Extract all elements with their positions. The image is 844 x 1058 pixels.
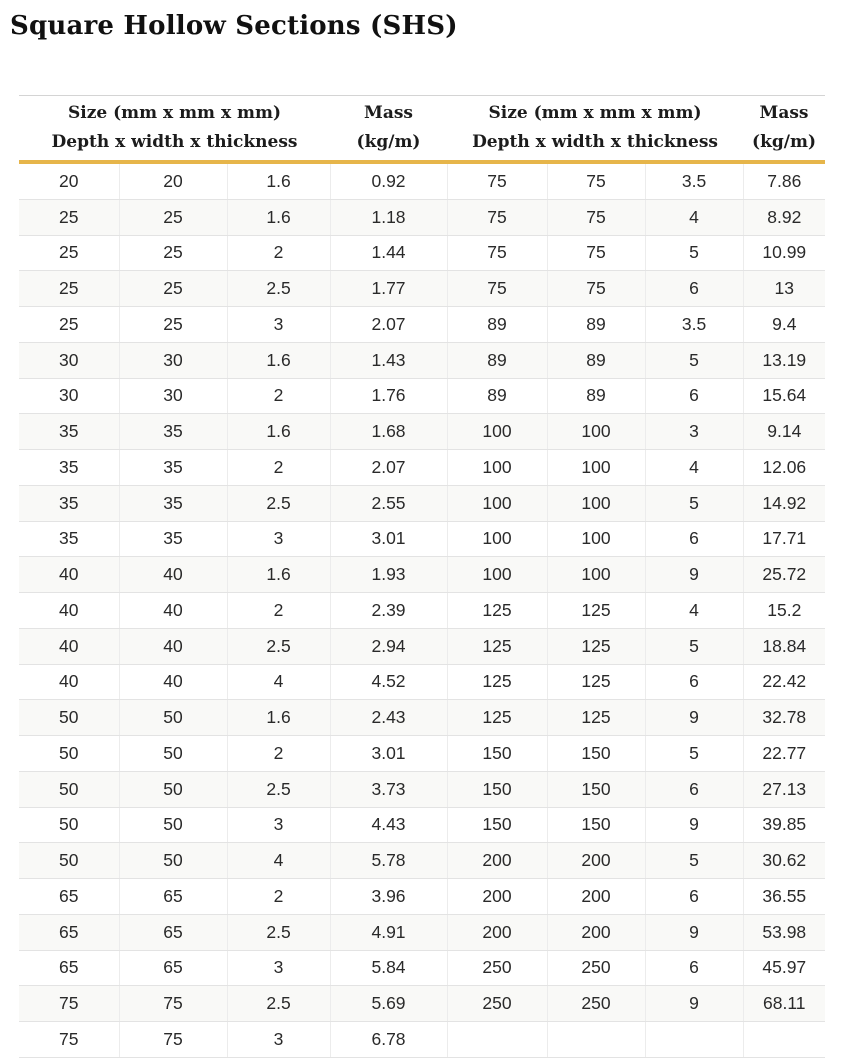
mass-cell-right: 13.19 (743, 342, 825, 378)
mass-cell-right: 39.85 (743, 807, 825, 843)
depth-cell-left: 65 (19, 879, 119, 915)
mass-header-left-line1: Mass (364, 103, 413, 123)
mass-cell-right: 68.11 (743, 986, 825, 1022)
thickness-cell-left: 2 (227, 593, 330, 629)
mass-cell-left: 4.43 (330, 807, 447, 843)
depth-cell-right: 125 (447, 593, 547, 629)
mass-header-right-line2: (kg/m) (752, 132, 816, 152)
mass-cell-left: 1.68 (330, 414, 447, 450)
table-row (19, 235, 825, 271)
size-header-left-line2: Depth x width x thickness (51, 132, 298, 152)
thickness-cell-left: 1.6 (227, 162, 330, 199)
depth-cell-right: 89 (447, 342, 547, 378)
width-cell-left: 35 (119, 485, 227, 521)
table-row (19, 914, 825, 950)
depth-cell-right: 125 (447, 628, 547, 664)
depth-cell-left: 40 (19, 628, 119, 664)
width-cell-left: 25 (119, 199, 227, 235)
depth-cell-left: 40 (19, 593, 119, 629)
width-cell-left: 40 (119, 664, 227, 700)
mass-cell-left: 2.39 (330, 593, 447, 629)
thickness-cell-left: 2 (227, 378, 330, 414)
thickness-cell-left: 4 (227, 843, 330, 879)
thickness-cell-left: 2.5 (227, 271, 330, 307)
width-cell-right: 125 (547, 593, 645, 629)
thickness-cell-right: 9 (645, 700, 743, 736)
thickness-cell-right: 4 (645, 199, 743, 235)
depth-cell-right: 100 (447, 414, 547, 450)
thickness-cell-left: 2 (227, 879, 330, 915)
depth-cell-left: 25 (19, 199, 119, 235)
depth-cell-right: 125 (447, 700, 547, 736)
width-cell-left: 25 (119, 307, 227, 343)
table-body (19, 162, 825, 1057)
width-cell-right: 100 (547, 557, 645, 593)
mass-cell-left: 5.84 (330, 950, 447, 986)
depth-cell-right: 89 (447, 378, 547, 414)
thickness-cell-right: 9 (645, 986, 743, 1022)
depth-cell-left: 25 (19, 307, 119, 343)
table-row (19, 485, 825, 521)
thickness-cell-left: 1.6 (227, 557, 330, 593)
thickness-cell-right: 5 (645, 342, 743, 378)
depth-cell-right: 89 (447, 307, 547, 343)
thickness-cell-left: 2.5 (227, 914, 330, 950)
thickness-cell-right: 9 (645, 914, 743, 950)
table-row (19, 843, 825, 879)
width-cell-right: 200 (547, 843, 645, 879)
depth-cell-left: 50 (19, 771, 119, 807)
size-header-left-line1: Size (mm x mm x mm) (67, 103, 282, 123)
thickness-cell-left: 1.6 (227, 342, 330, 378)
width-cell-right: 89 (547, 307, 645, 343)
mass-cell-right: 32.78 (743, 700, 825, 736)
thickness-cell-left: 1.6 (227, 700, 330, 736)
thickness-cell-left: 2.5 (227, 485, 330, 521)
thickness-cell-left: 2.5 (227, 986, 330, 1022)
width-cell-right: 150 (547, 807, 645, 843)
table-header (19, 96, 825, 163)
mass-cell-left: 6.78 (330, 1022, 447, 1058)
thickness-cell-right: 3 (645, 414, 743, 450)
table-row (19, 628, 825, 664)
depth-cell-right: 75 (447, 235, 547, 271)
depth-cell-left: 40 (19, 664, 119, 700)
thickness-cell-left: 3 (227, 521, 330, 557)
mass-cell-right: 14.92 (743, 485, 825, 521)
table-row (19, 807, 825, 843)
table-row (19, 1022, 825, 1058)
width-cell-left: 35 (119, 521, 227, 557)
mass-cell-left: 2.07 (330, 307, 447, 343)
table-row (19, 199, 825, 235)
mass-cell-right (743, 1022, 825, 1058)
depth-cell-left: 50 (19, 700, 119, 736)
thickness-cell-left: 4 (227, 664, 330, 700)
depth-cell-right: 150 (447, 807, 547, 843)
table-row (19, 557, 825, 593)
thickness-cell-right: 6 (645, 521, 743, 557)
depth-cell-left: 35 (19, 521, 119, 557)
header-row (19, 96, 825, 163)
table-row (19, 700, 825, 736)
mass-cell-right: 53.98 (743, 914, 825, 950)
mass-cell-right: 18.84 (743, 628, 825, 664)
depth-cell-left: 65 (19, 950, 119, 986)
table-row (19, 950, 825, 986)
mass-cell-right: 27.13 (743, 771, 825, 807)
mass-header-left-line2: (kg/m) (356, 132, 421, 152)
thickness-cell-left: 1.6 (227, 199, 330, 235)
depth-cell-right: 200 (447, 879, 547, 915)
mass-cell-left: 2.43 (330, 700, 447, 736)
thickness-cell-right: 3.5 (645, 307, 743, 343)
depth-cell-right (447, 1022, 547, 1058)
depth-cell-left: 75 (19, 1022, 119, 1058)
depth-cell-left: 40 (19, 557, 119, 593)
thickness-cell-left: 3 (227, 807, 330, 843)
width-cell-right: 100 (547, 485, 645, 521)
mass-cell-left: 1.43 (330, 342, 447, 378)
thickness-cell-right: 6 (645, 378, 743, 414)
mass-cell-right: 13 (743, 271, 825, 307)
mass-cell-left: 1.44 (330, 235, 447, 271)
mass-cell-left: 3.73 (330, 771, 447, 807)
mass-cell-right: 45.97 (743, 950, 825, 986)
thickness-cell-right: 9 (645, 807, 743, 843)
mass-cell-left: 1.77 (330, 271, 447, 307)
table-row (19, 378, 825, 414)
width-cell-left: 35 (119, 414, 227, 450)
depth-cell-left: 25 (19, 271, 119, 307)
table-row (19, 879, 825, 915)
mass-cell-right: 9.14 (743, 414, 825, 450)
width-cell-right: 125 (547, 700, 645, 736)
width-cell-left: 30 (119, 342, 227, 378)
size-header-right-line1: Size (mm x mm x mm) (488, 103, 702, 123)
depth-cell-right: 150 (447, 771, 547, 807)
thickness-cell-right: 3.5 (645, 162, 743, 199)
depth-cell-left: 35 (19, 414, 119, 450)
mass-cell-left: 2.07 (330, 450, 447, 486)
width-cell-right: 75 (547, 235, 645, 271)
thickness-cell-right (645, 1022, 743, 1058)
mass-cell-right: 7.86 (743, 162, 825, 199)
width-cell-right: 125 (547, 664, 645, 700)
mass-cell-left: 3.96 (330, 879, 447, 915)
width-cell-left: 65 (119, 914, 227, 950)
depth-cell-right: 250 (447, 950, 547, 986)
depth-cell-right: 200 (447, 843, 547, 879)
thickness-cell-right: 4 (645, 593, 743, 629)
thickness-cell-left: 2.5 (227, 771, 330, 807)
thickness-cell-left: 3 (227, 1022, 330, 1058)
table-row (19, 162, 825, 199)
mass-cell-right: 25.72 (743, 557, 825, 593)
thickness-cell-left: 2 (227, 235, 330, 271)
width-cell-right: 250 (547, 950, 645, 986)
width-cell-right: 75 (547, 271, 645, 307)
table-row (19, 736, 825, 772)
mass-cell-left: 4.52 (330, 664, 447, 700)
thickness-cell-right: 6 (645, 664, 743, 700)
thickness-cell-right: 9 (645, 557, 743, 593)
mass-cell-left: 2.94 (330, 628, 447, 664)
mass-header-left (330, 96, 447, 163)
width-cell-left: 40 (119, 628, 227, 664)
table-row (19, 271, 825, 307)
width-cell-right: 75 (547, 162, 645, 199)
thickness-cell-right: 4 (645, 450, 743, 486)
depth-cell-left: 20 (19, 162, 119, 199)
mass-cell-left: 5.69 (330, 986, 447, 1022)
thickness-cell-left: 3 (227, 307, 330, 343)
thickness-cell-right: 5 (645, 628, 743, 664)
width-cell-right: 100 (547, 414, 645, 450)
mass-cell-right: 22.42 (743, 664, 825, 700)
depth-cell-right: 75 (447, 199, 547, 235)
thickness-cell-right: 6 (645, 879, 743, 915)
mass-cell-right: 36.55 (743, 879, 825, 915)
mass-header-right-line1: Mass (759, 103, 809, 123)
depth-cell-left: 50 (19, 736, 119, 772)
mass-cell-right: 8.92 (743, 199, 825, 235)
mass-cell-right: 9.4 (743, 307, 825, 343)
thickness-cell-left: 2 (227, 736, 330, 772)
depth-cell-left: 35 (19, 485, 119, 521)
size-header-right (447, 96, 743, 163)
mass-cell-left: 1.76 (330, 378, 447, 414)
depth-cell-left: 35 (19, 450, 119, 486)
width-cell-right (547, 1022, 645, 1058)
thickness-cell-right: 5 (645, 843, 743, 879)
thickness-cell-right: 6 (645, 950, 743, 986)
depth-cell-left: 50 (19, 843, 119, 879)
mass-cell-left: 4.91 (330, 914, 447, 950)
width-cell-right: 250 (547, 986, 645, 1022)
thickness-cell-left: 2.5 (227, 628, 330, 664)
depth-cell-right: 125 (447, 664, 547, 700)
width-cell-left: 20 (119, 162, 227, 199)
mass-cell-right: 15.2 (743, 593, 825, 629)
shs-table (19, 95, 825, 1058)
depth-cell-right: 150 (447, 736, 547, 772)
depth-cell-left: 65 (19, 914, 119, 950)
table-row (19, 521, 825, 557)
width-cell-left: 75 (119, 1022, 227, 1058)
mass-cell-left: 2.55 (330, 485, 447, 521)
mass-cell-left: 1.93 (330, 557, 447, 593)
width-cell-left: 65 (119, 879, 227, 915)
width-cell-left: 30 (119, 378, 227, 414)
thickness-cell-right: 6 (645, 271, 743, 307)
thickness-cell-right: 5 (645, 736, 743, 772)
width-cell-left: 50 (119, 771, 227, 807)
thickness-cell-left: 1.6 (227, 414, 330, 450)
mass-cell-right: 12.06 (743, 450, 825, 486)
thickness-cell-left: 2 (227, 450, 330, 486)
mass-header-right (743, 96, 825, 163)
depth-cell-left: 25 (19, 235, 119, 271)
thickness-cell-right: 6 (645, 771, 743, 807)
depth-cell-left: 50 (19, 807, 119, 843)
mass-cell-left: 5.78 (330, 843, 447, 879)
width-cell-left: 35 (119, 450, 227, 486)
mass-cell-left: 3.01 (330, 736, 447, 772)
width-cell-right: 100 (547, 450, 645, 486)
mass-cell-right: 22.77 (743, 736, 825, 772)
depth-cell-right: 250 (447, 986, 547, 1022)
width-cell-right: 200 (547, 879, 645, 915)
mass-cell-right: 17.71 (743, 521, 825, 557)
depth-cell-right: 100 (447, 557, 547, 593)
width-cell-left: 50 (119, 843, 227, 879)
width-cell-left: 75 (119, 986, 227, 1022)
width-cell-left: 50 (119, 807, 227, 843)
width-cell-left: 25 (119, 235, 227, 271)
width-cell-right: 150 (547, 736, 645, 772)
width-cell-right: 200 (547, 914, 645, 950)
width-cell-left: 50 (119, 736, 227, 772)
depth-cell-right: 75 (447, 271, 547, 307)
width-cell-left: 40 (119, 557, 227, 593)
table-row (19, 986, 825, 1022)
table-row (19, 664, 825, 700)
table-row (19, 450, 825, 486)
size-header-left (19, 96, 330, 163)
mass-cell-right: 30.62 (743, 843, 825, 879)
width-cell-right: 150 (547, 771, 645, 807)
depth-cell-right: 75 (447, 162, 547, 199)
width-cell-right: 89 (547, 378, 645, 414)
thickness-cell-right: 5 (645, 235, 743, 271)
thickness-cell-left: 3 (227, 950, 330, 986)
width-cell-right: 75 (547, 199, 645, 235)
table-row (19, 414, 825, 450)
page-title: Square Hollow Sections (SHS) (10, 11, 458, 41)
width-cell-left: 25 (119, 271, 227, 307)
mass-cell-right: 15.64 (743, 378, 825, 414)
depth-cell-right: 100 (447, 521, 547, 557)
depth-cell-right: 100 (447, 450, 547, 486)
mass-cell-left: 1.18 (330, 199, 447, 235)
width-cell-left: 50 (119, 700, 227, 736)
table-row (19, 307, 825, 343)
width-cell-right: 100 (547, 521, 645, 557)
depth-cell-left: 75 (19, 986, 119, 1022)
depth-cell-right: 100 (447, 485, 547, 521)
width-cell-left: 40 (119, 593, 227, 629)
mass-cell-right: 10.99 (743, 235, 825, 271)
width-cell-right: 89 (547, 342, 645, 378)
thickness-cell-right: 5 (645, 485, 743, 521)
depth-cell-right: 200 (447, 914, 547, 950)
mass-cell-left: 0.92 (330, 162, 447, 199)
table-row (19, 593, 825, 629)
table-row (19, 342, 825, 378)
width-cell-right: 125 (547, 628, 645, 664)
table-row (19, 771, 825, 807)
width-cell-left: 65 (119, 950, 227, 986)
mass-cell-left: 3.01 (330, 521, 447, 557)
size-header-right-line2: Depth x width x thickness (472, 132, 718, 152)
depth-cell-left: 30 (19, 342, 119, 378)
depth-cell-left: 30 (19, 378, 119, 414)
